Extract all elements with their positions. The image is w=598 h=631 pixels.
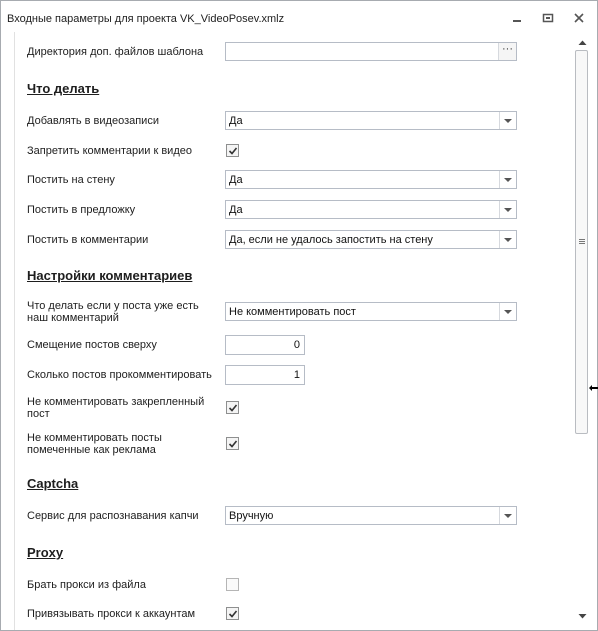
offset-posts-value: 0: [293, 339, 300, 351]
posts-to-comment-label: Сколько постов прокомментировать: [27, 369, 212, 381]
if-commented-label-line1: Что делать если у поста уже есть: [27, 300, 199, 312]
title-bar[interactable]: [1, 1, 597, 31]
disable-comments-checkbox[interactable]: [226, 144, 239, 157]
chevron-down-icon[interactable]: [499, 507, 516, 524]
scroll-down-icon[interactable]: [578, 612, 587, 621]
bind-proxy-label: Привязывать прокси к аккаунтам: [27, 608, 196, 620]
post-to-suggest-label: Постить в предложку: [27, 204, 136, 216]
section-proxy: Proxy: [27, 545, 64, 560]
section-captcha: Captcha: [27, 476, 79, 491]
post-to-wall-label: Постить на стену: [27, 174, 115, 186]
grip-line: [579, 239, 585, 240]
ellipsis-icon[interactable]: ···: [498, 43, 516, 60]
post-to-wall-value: Да: [229, 174, 243, 186]
scrollbar-thumb[interactable]: [575, 50, 588, 434]
if-commented-label-line2: наш комментарий: [27, 312, 119, 324]
template-dir-label: Директория доп. файлов шаблона: [27, 46, 204, 58]
skip-pinned-label-line2: пост: [27, 408, 50, 420]
proxy-from-file-label: Брать прокси из файла: [27, 579, 146, 591]
params-panel: [14, 32, 574, 630]
posts-to-comment-input[interactable]: [225, 365, 305, 385]
scroll-up-icon[interactable]: [578, 38, 587, 47]
post-to-comments-value: Да, если не удалось запостить на стену: [229, 234, 433, 246]
post-to-suggest-value: Да: [229, 204, 243, 216]
chevron-down-icon[interactable]: [499, 171, 516, 188]
vertical-scrollbar[interactable]: [574, 32, 590, 628]
skip-ads-checkbox[interactable]: [226, 437, 239, 450]
skip-ads-label-line2: помеченные как реклама: [27, 444, 156, 456]
minimize-icon[interactable]: [511, 12, 525, 24]
proxy-from-file-checkbox[interactable]: [226, 578, 239, 591]
add-to-videos-select[interactable]: [225, 111, 517, 130]
section-what-to-do: Что делать: [27, 81, 100, 96]
skip-pinned-checkbox[interactable]: [226, 401, 239, 414]
add-to-videos-label: Добавлять в видеозаписи: [27, 115, 159, 127]
captcha-service-select[interactable]: [225, 506, 517, 525]
grip-line: [579, 241, 585, 242]
template-dir-field[interactable]: [225, 42, 517, 61]
chevron-down-icon[interactable]: [499, 112, 516, 129]
if-commented-select[interactable]: [225, 302, 517, 321]
captcha-service-value: Вручную: [229, 510, 274, 522]
posts-to-comment-value: 1: [293, 369, 300, 381]
offset-posts-label: Смещение постов сверху: [27, 339, 157, 351]
post-to-wall-select[interactable]: [225, 170, 517, 189]
if-commented-value: Не комментировать пост: [229, 306, 356, 318]
chevron-down-icon[interactable]: [499, 231, 516, 248]
offset-posts-input[interactable]: [225, 335, 305, 355]
section-comment-settings: Настройки комментариев: [27, 268, 193, 283]
post-to-comments-label: Постить в комментарии: [27, 234, 149, 246]
chevron-down-icon[interactable]: [499, 303, 516, 320]
chevron-down-icon[interactable]: [499, 201, 516, 218]
skip-ads-label-line1: Не комментировать посты: [27, 432, 162, 444]
resize-cursor-icon: [589, 384, 598, 392]
captcha-service-label: Сервис для распознавания капчи: [27, 510, 199, 522]
close-icon[interactable]: [573, 12, 587, 24]
post-to-comments-select[interactable]: [225, 230, 517, 249]
disable-comments-label: Запретить комментарии к видео: [27, 145, 192, 157]
restore-icon[interactable]: [542, 12, 556, 24]
window-title: Входные параметры для проекта VK_VideoPosev.xmlz: [7, 13, 285, 25]
grip-line: [579, 243, 585, 244]
bind-proxy-checkbox[interactable]: [226, 607, 239, 620]
post-to-suggest-select[interactable]: [225, 200, 517, 219]
add-to-videos-value: Да: [229, 115, 243, 127]
skip-pinned-label-line1: Не комментировать закрепленный: [27, 396, 205, 408]
